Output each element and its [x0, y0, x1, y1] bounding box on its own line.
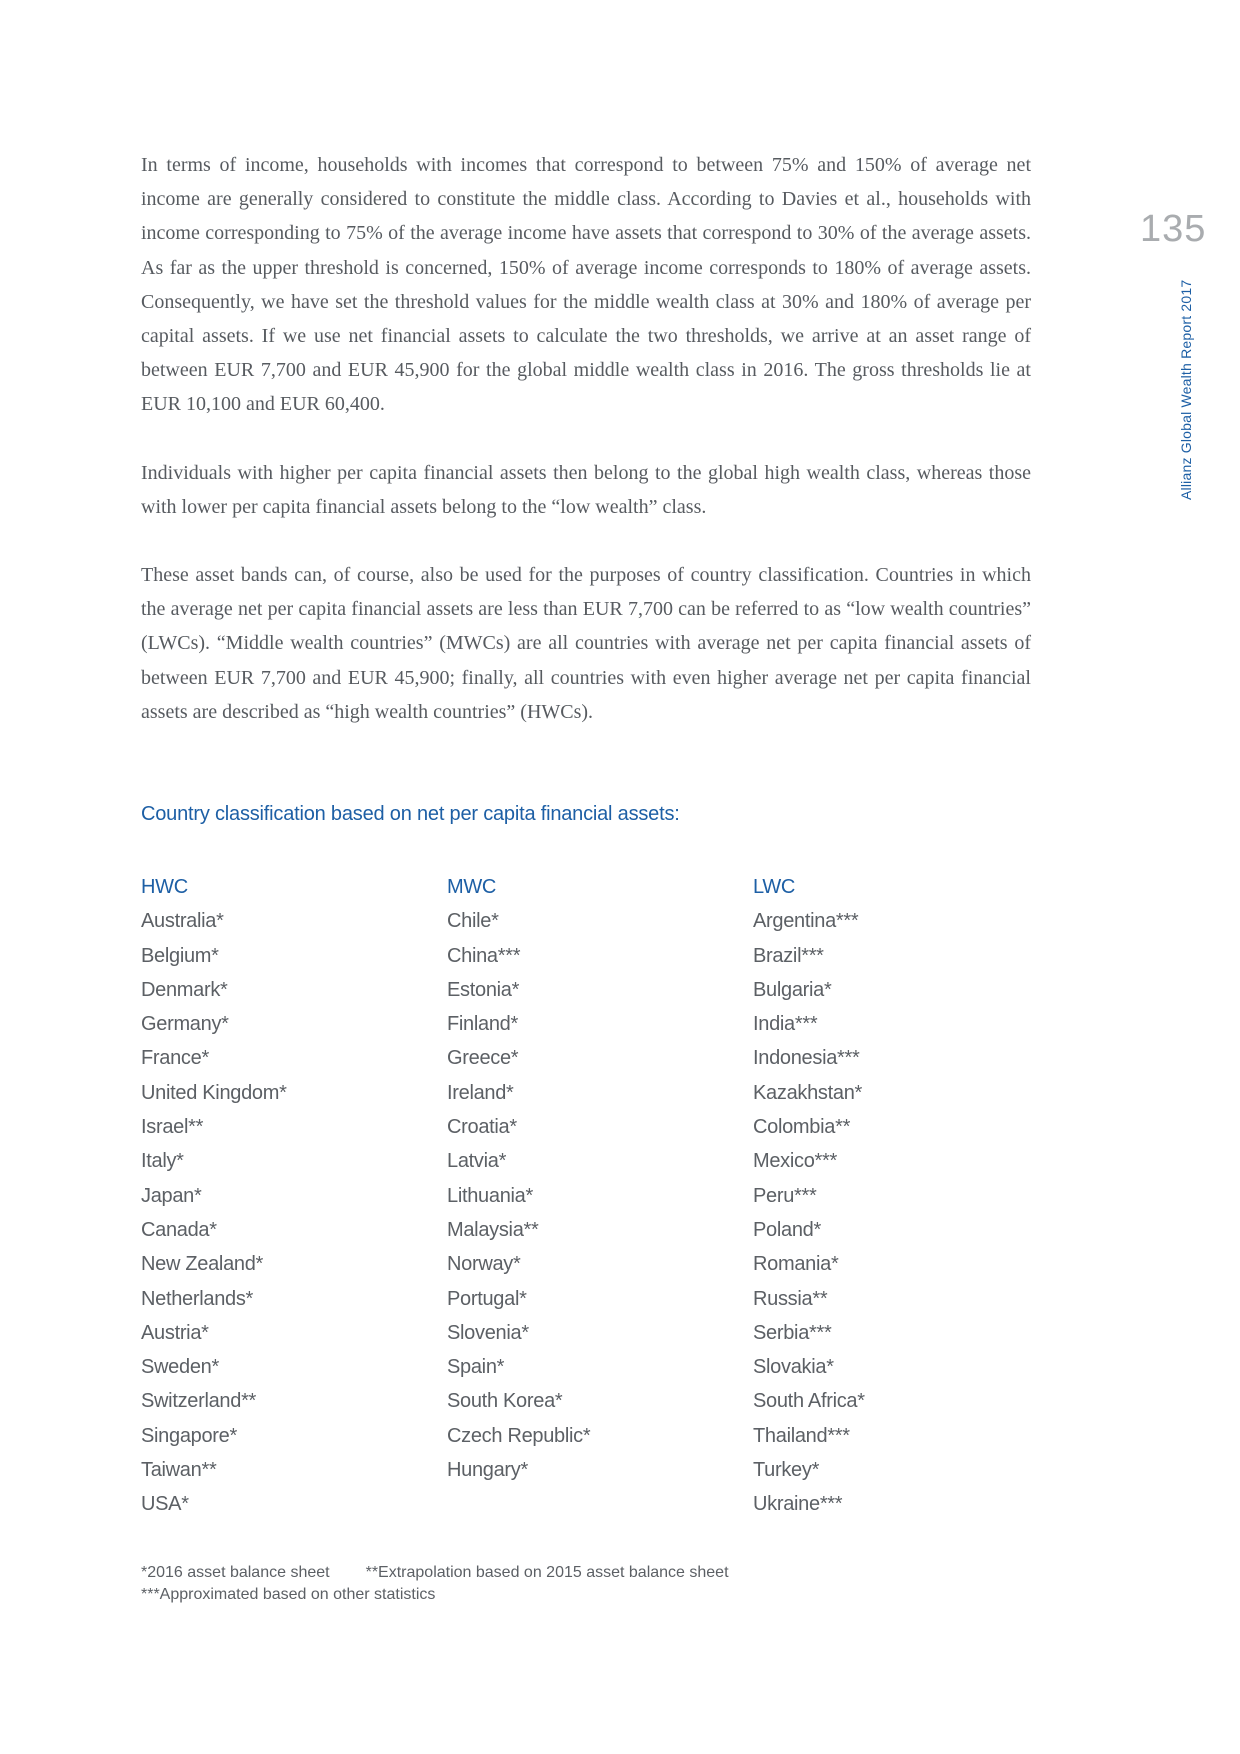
country-list-item: Kazakhstan*: [753, 1081, 862, 1104]
country-list-item: United Kingdom*: [141, 1081, 287, 1104]
country-list-item: Hungary*: [447, 1459, 528, 1482]
country-list-item: Mexico***: [753, 1150, 837, 1173]
country-list-item: South Korea*: [447, 1390, 563, 1413]
country-list-item: Croatia*: [447, 1116, 517, 1139]
country-list-item: Norway*: [447, 1253, 521, 1276]
country-list-item: Colombia**: [753, 1116, 851, 1139]
country-list-item: Romania*: [753, 1253, 839, 1276]
footnote-triple-asterisk: ***Approximated based on other statistics: [141, 1586, 436, 1603]
country-list-item: Slovenia*: [447, 1321, 529, 1344]
country-list-item: Denmark*: [141, 978, 228, 1001]
page-number: 135: [1140, 208, 1207, 250]
running-title: Allianz Global Wealth Report 2017: [1178, 279, 1194, 500]
country-list-item: Argentina***: [753, 910, 859, 933]
footnotes: [141, 1562, 729, 1606]
paragraph-high-low-wealth: Individuals with higher per capita financial assets then belong to the global high wealth class, whereas those with lower per capita financial assets belong to the “low wealth” class.: [141, 461, 1031, 518]
paragraph-country-classification: These asset bands can, of course, also be used for the purposes of country classification. Countries in which the average net per capita financial assets are less than EUR 7,700 can be referred to as “low wealth countries” (LWCs). “Middle wealth countries” (MWCs) are all countries with average net per capita financial assets of between EUR 7,700 and EUR 45,900; finally, all countries with even higher average net per capita financial assets are described as “high wealth countries” (HWCs).: [141, 564, 1031, 723]
footnote-single-asterisk: *2016 asset balance sheet: [141, 1564, 330, 1581]
lwc-column: [753, 870, 1043, 1522]
hwc-column-header: HWC: [141, 876, 188, 898]
country-list-item: Malaysia**: [447, 1218, 539, 1241]
lwc-country-list: [753, 904, 1043, 1521]
country-list-item: Portugal*: [447, 1287, 527, 1310]
country-list-item: USA*: [141, 1493, 189, 1516]
country-list-item: Austria*: [141, 1321, 209, 1344]
classification-heading: Country classification based on net per capita financial assets:: [141, 803, 680, 825]
body-text: [141, 148, 1031, 763]
country-list-item: Australia*: [141, 910, 224, 933]
country-list-item: Latvia*: [447, 1150, 507, 1173]
mwc-column: [447, 870, 737, 1487]
country-list-item: Serbia***: [753, 1321, 832, 1344]
country-list-item: Indonesia***: [753, 1047, 860, 1070]
country-list-item: Peru***: [753, 1184, 817, 1207]
country-list-item: Ukraine***: [753, 1493, 843, 1516]
country-list-item: Spain*: [447, 1356, 505, 1379]
country-list-item: Russia**: [753, 1287, 828, 1310]
footnote-line-1: [141, 1562, 729, 1584]
country-list-item: Switzerland**: [141, 1390, 257, 1413]
country-list-item: Chile*: [447, 910, 499, 933]
country-list-item: Poland*: [753, 1218, 821, 1241]
country-list-item: Netherlands*: [141, 1287, 254, 1310]
country-list-item: Lithuania*: [447, 1184, 533, 1207]
country-list-item: China***: [447, 944, 521, 967]
country-list-item: Japan*: [141, 1184, 202, 1207]
country-list-item: Greece*: [447, 1047, 519, 1070]
country-list-item: Sweden*: [141, 1356, 219, 1379]
country-list-item: Slovakia*: [753, 1356, 834, 1379]
country-list-item: Israel**: [141, 1116, 204, 1139]
country-list-item: Germany*: [141, 1013, 229, 1036]
hwc-column: [141, 870, 431, 1522]
country-list-item: Belgium*: [141, 944, 219, 967]
country-list-item: France*: [141, 1047, 209, 1070]
paragraph-middle-class: In terms of income, households with incomes that correspond to between 75% and 150% of average net income are generally considered to constitute the middle class. According to Davies et al., households with income corresponding to 75% of the average income have assets that correspond to 30% of the average assets. As far as the upper threshold is concerned, 150% of average income corresponds to 180% of average assets. Consequently, we have set the threshold values for the middle wealth class at 30% and 180% of average per capital assets. If we use net financial assets to calculate the two thresholds, we arrive at an asset range of between EUR 7,700 and EUR 45,900 for the global middle wealth class in 2016. The gross thresholds lie at EUR 10,100 and EUR 60,400.: [141, 154, 1031, 416]
country-list-item: New Zealand*: [141, 1253, 264, 1276]
country-list-item: Thailand***: [753, 1424, 850, 1447]
country-list-item: India***: [753, 1013, 818, 1036]
country-list-item: Bulgaria*: [753, 978, 832, 1001]
country-list-item: Taiwan**: [141, 1459, 217, 1482]
country-list-item: South Africa*: [753, 1390, 865, 1413]
country-list-item: Singapore*: [141, 1424, 237, 1447]
mwc-country-list: [447, 904, 737, 1487]
country-list-item: Brazil***: [753, 944, 824, 967]
footnote-double-asterisk: **Extrapolation based on 2015 asset balance sheet: [365, 1564, 729, 1581]
hwc-country-list: [141, 904, 431, 1521]
country-list-item: Italy*: [141, 1150, 184, 1173]
country-list-item: Canada*: [141, 1218, 217, 1241]
country-list-item: Ireland*: [447, 1081, 514, 1104]
lwc-column-header: LWC: [753, 876, 796, 898]
mwc-column-header: MWC: [447, 876, 497, 898]
country-list-item: Czech Republic*: [447, 1424, 591, 1447]
country-list-item: Finland*: [447, 1013, 518, 1036]
country-list-item: Turkey*: [753, 1459, 820, 1482]
country-list-item: Estonia*: [447, 978, 520, 1001]
